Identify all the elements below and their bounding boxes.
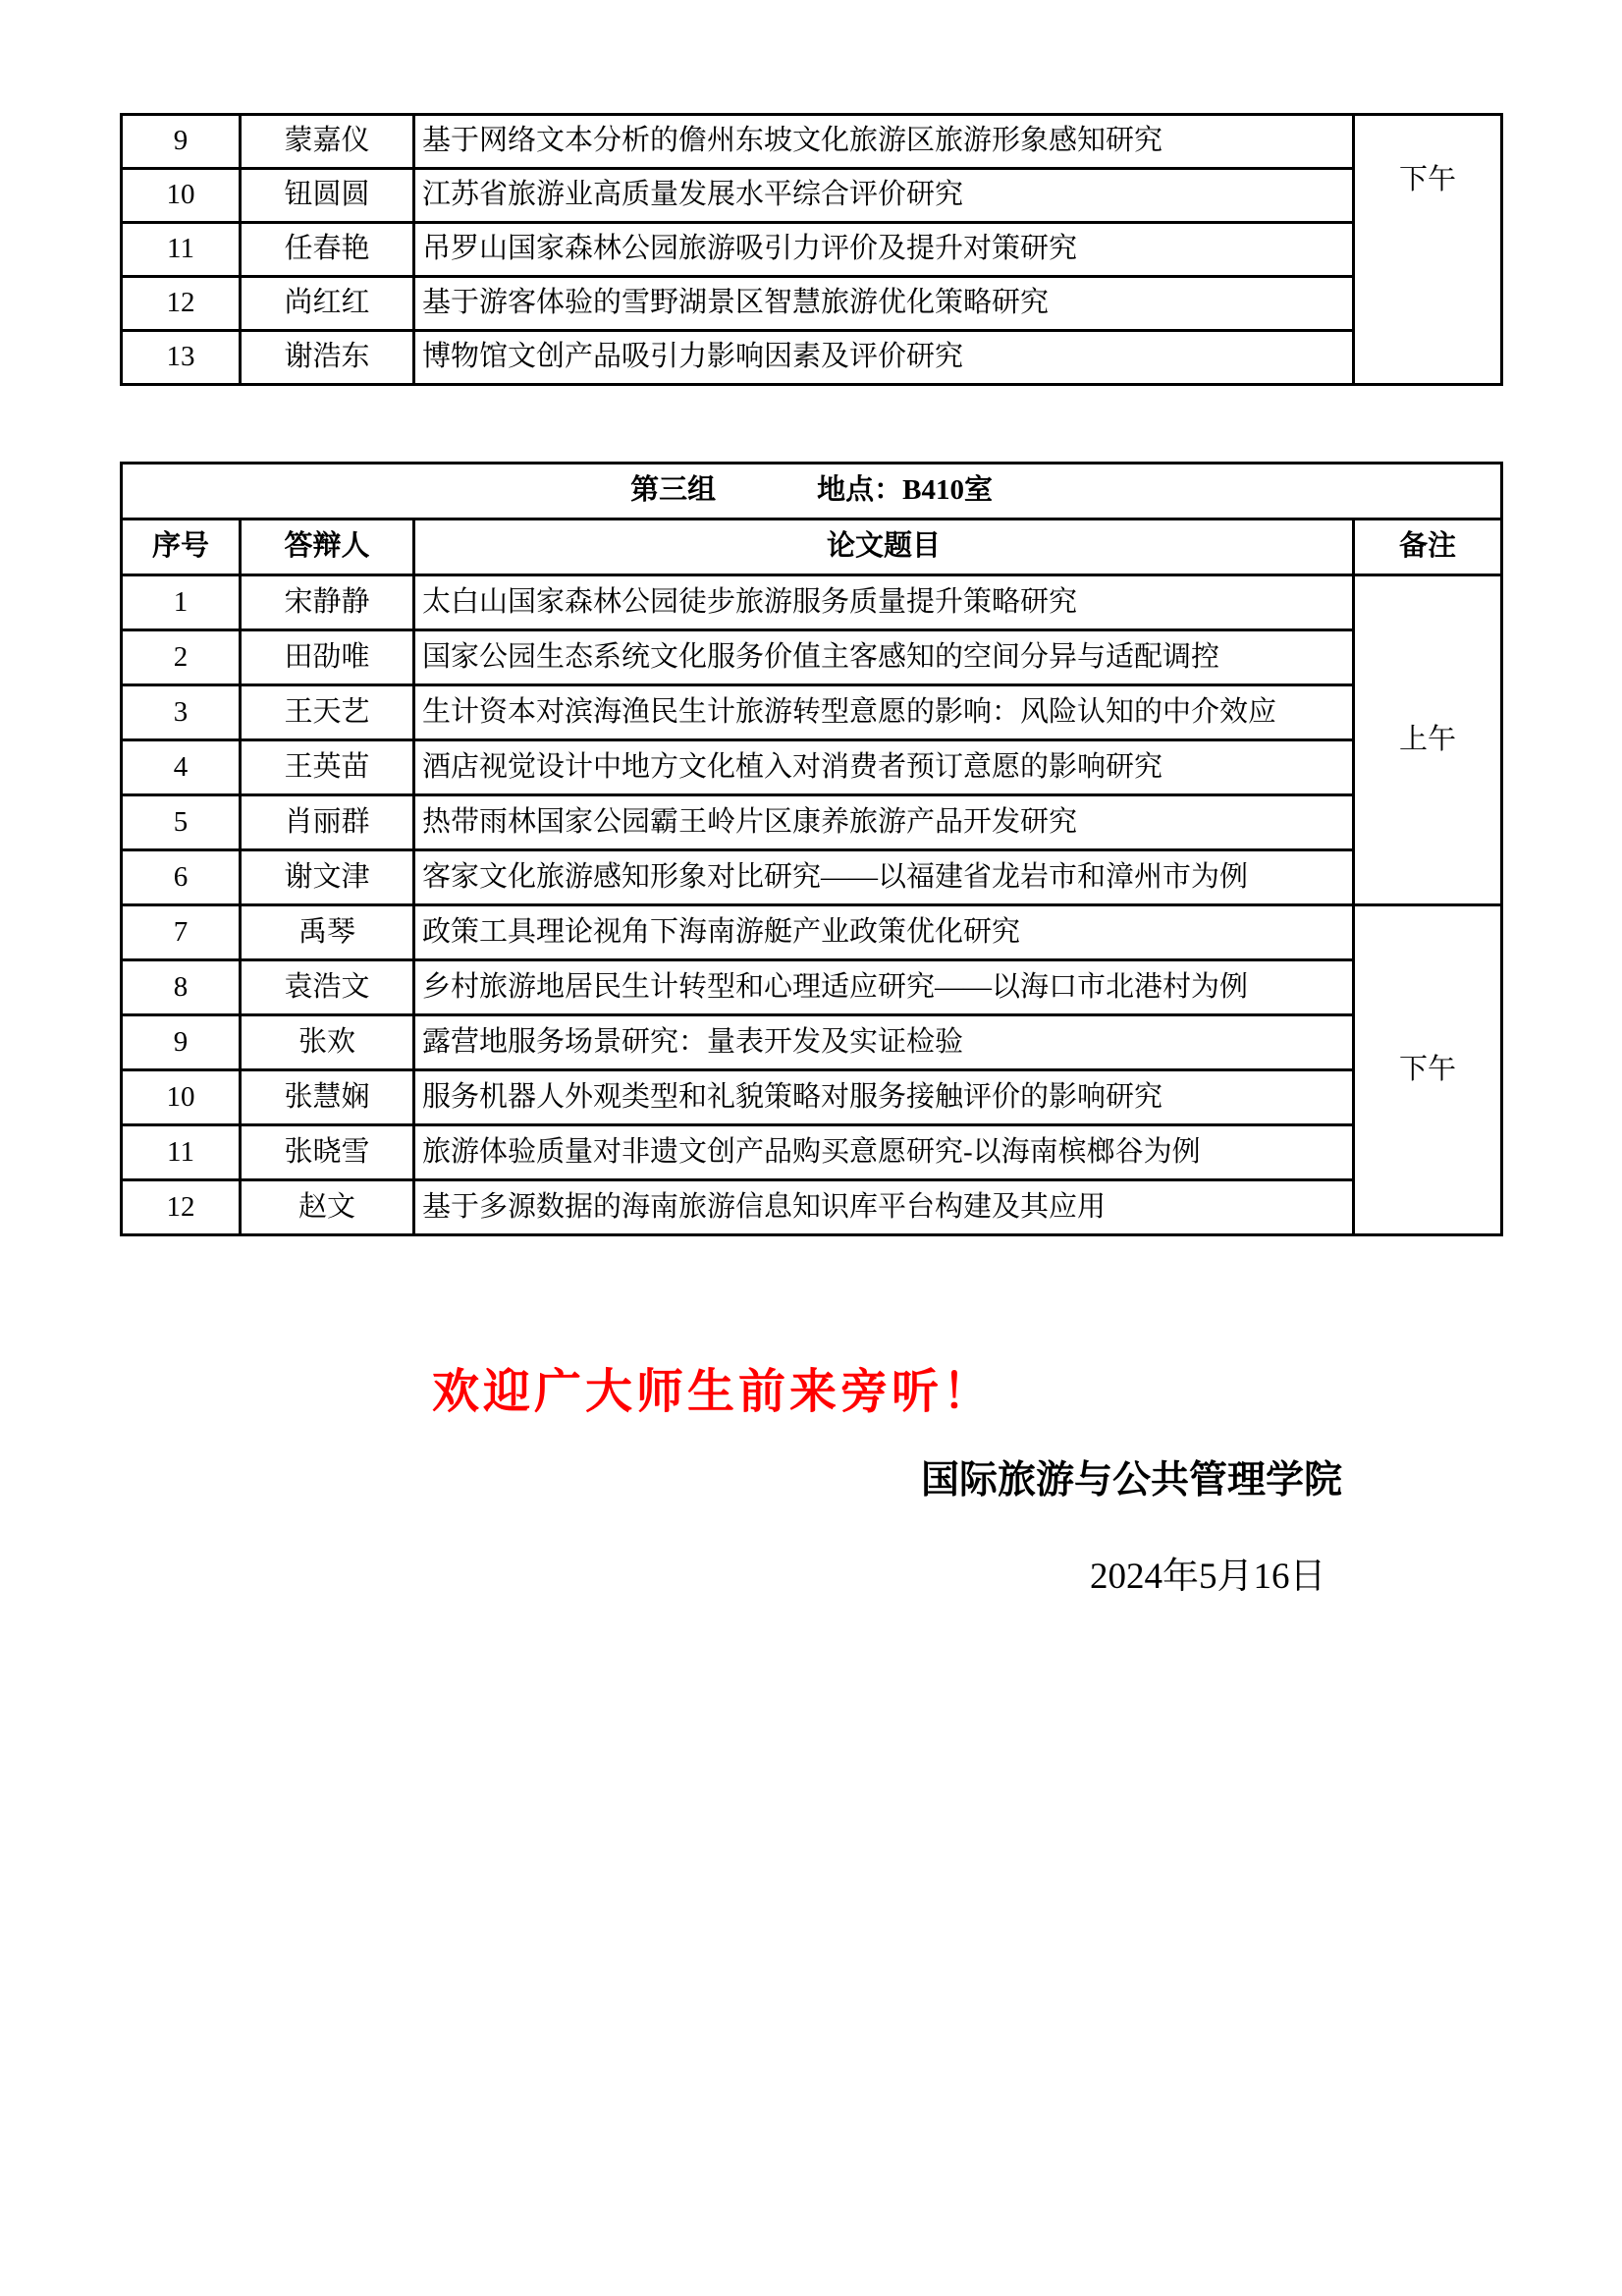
thesis-title-cell: 旅游体验质量对非遗文创产品购买意愿研究-以海南槟榔谷为例 (414, 1125, 1354, 1180)
thesis-title-cell: 博物馆文创产品吸引力影响因素及评价研究 (414, 331, 1354, 385)
group3-table (120, 462, 1503, 1236)
table-row (122, 1015, 1502, 1070)
remark-cell-afternoon: 下午 (1354, 115, 1502, 385)
row-number-cell: 3 (122, 685, 241, 740)
defender-name-cell: 张慧娴 (241, 1070, 414, 1125)
row-number-cell: 10 (122, 1070, 241, 1125)
thesis-title-cell: 政策工具理论视角下海南游艇产业政策优化研究 (414, 905, 1354, 960)
thesis-title-cell: 吊罗山国家森林公园旅游吸引力评价及提升对策研究 (414, 223, 1354, 277)
thesis-title-cell: 露营地服务场景研究：量表开发及实证检验 (414, 1015, 1354, 1070)
row-number-cell: 7 (122, 905, 241, 960)
defender-name-cell: 张晓雪 (241, 1125, 414, 1180)
defender-name-cell: 任春艳 (241, 223, 414, 277)
header-defender: 答辩人 (241, 519, 414, 575)
table-row (122, 630, 1502, 685)
row-number-cell: 6 (122, 850, 241, 905)
table-row (122, 1070, 1502, 1125)
header-remark: 备注 (1354, 519, 1502, 575)
table-row (122, 960, 1502, 1015)
defender-name-cell: 钮圆圆 (241, 169, 414, 223)
row-number-cell: 10 (122, 169, 241, 223)
table-row (122, 1180, 1502, 1235)
header-thesis: 论文题目 (414, 519, 1354, 575)
table-row (122, 905, 1502, 960)
table-row (122, 169, 1502, 223)
thesis-title-cell: 江苏省旅游业高质量发展水平综合评价研究 (414, 169, 1354, 223)
thesis-title-cell: 乡村旅游地居民生计转型和心理适应研究——以海口市北港村为例 (414, 960, 1354, 1015)
thesis-title-cell: 国家公园生态系统文化服务价值主客感知的空间分异与适配调控 (414, 630, 1354, 685)
row-number-cell: 11 (122, 223, 241, 277)
table-row (122, 740, 1502, 795)
defender-name-cell: 宋静静 (241, 575, 414, 630)
table-row (122, 1125, 1502, 1180)
table-row (122, 850, 1502, 905)
table-row (122, 795, 1502, 850)
defender-name-cell: 谢文津 (241, 850, 414, 905)
group-title-row (122, 464, 1502, 519)
remark-cell-afternoon: 下午 (1354, 905, 1502, 1235)
table-row (122, 575, 1502, 630)
thesis-title-cell: 生计资本对滨海渔民生计旅游转型意愿的影响：风险认知的中介效应 (414, 685, 1354, 740)
table-row (122, 115, 1502, 169)
row-number-cell: 9 (122, 115, 241, 169)
row-number-cell: 5 (122, 795, 241, 850)
continuation-table (120, 113, 1503, 386)
row-number-cell: 12 (122, 1180, 241, 1235)
table-row (122, 223, 1502, 277)
thesis-title-cell: 酒店视觉设计中地方文化植入对消费者预订意愿的影响研究 (414, 740, 1354, 795)
defender-name-cell: 尚红红 (241, 277, 414, 331)
row-number-cell: 8 (122, 960, 241, 1015)
group-name: 第三组 (630, 474, 717, 507)
thesis-title-cell: 基于多源数据的海南旅游信息知识库平台构建及其应用 (414, 1180, 1354, 1235)
defender-name-cell: 蒙嘉仪 (241, 115, 414, 169)
table-row (122, 685, 1502, 740)
defender-name-cell: 谢浩东 (241, 331, 414, 385)
defender-name-cell: 禹琴 (241, 905, 414, 960)
row-number-cell: 2 (122, 630, 241, 685)
defender-name-cell: 田劭唯 (241, 630, 414, 685)
thesis-title-cell: 基于网络文本分析的儋州东坡文化旅游区旅游形象感知研究 (414, 115, 1354, 169)
row-number-cell: 13 (122, 331, 241, 385)
row-number-cell: 11 (122, 1125, 241, 1180)
header-row (122, 519, 1502, 575)
defender-name-cell: 袁浩文 (241, 960, 414, 1015)
row-number-cell: 4 (122, 740, 241, 795)
date-text: 2024年5月16日 (1090, 1557, 1326, 1597)
defender-name-cell: 肖丽群 (241, 795, 414, 850)
welcome-text: 欢迎广大师生前来旁听！ (432, 1366, 995, 1418)
row-number-cell: 9 (122, 1015, 241, 1070)
defender-name-cell: 赵文 (241, 1180, 414, 1235)
row-number-cell: 1 (122, 575, 241, 630)
remark-cell-morning: 上午 (1354, 575, 1502, 905)
row-number-cell: 12 (122, 277, 241, 331)
table-row (122, 331, 1502, 385)
defender-name-cell: 王英苗 (241, 740, 414, 795)
thesis-title-cell: 热带雨林国家公园霸王岭片区康养旅游产品开发研究 (414, 795, 1354, 850)
signature-text: 国际旅游与公共管理学院 (921, 1459, 1343, 1502)
defender-name-cell: 张欢 (241, 1015, 414, 1070)
thesis-title-cell: 太白山国家森林公园徒步旅游服务质量提升策略研究 (414, 575, 1354, 630)
group-title-cell (122, 464, 1502, 519)
table-row (122, 277, 1502, 331)
thesis-title-cell: 客家文化旅游感知形象对比研究——以福建省龙岩市和漳州市为例 (414, 850, 1354, 905)
defender-name-cell: 王天艺 (241, 685, 414, 740)
thesis-title-cell: 服务机器人外观类型和礼貌策略对服务接触评价的影响研究 (414, 1070, 1354, 1125)
thesis-title-cell: 基于游客体验的雪野湖景区智慧旅游优化策略研究 (414, 277, 1354, 331)
group-location: 地点：B410室 (817, 474, 993, 507)
header-no: 序号 (122, 519, 241, 575)
